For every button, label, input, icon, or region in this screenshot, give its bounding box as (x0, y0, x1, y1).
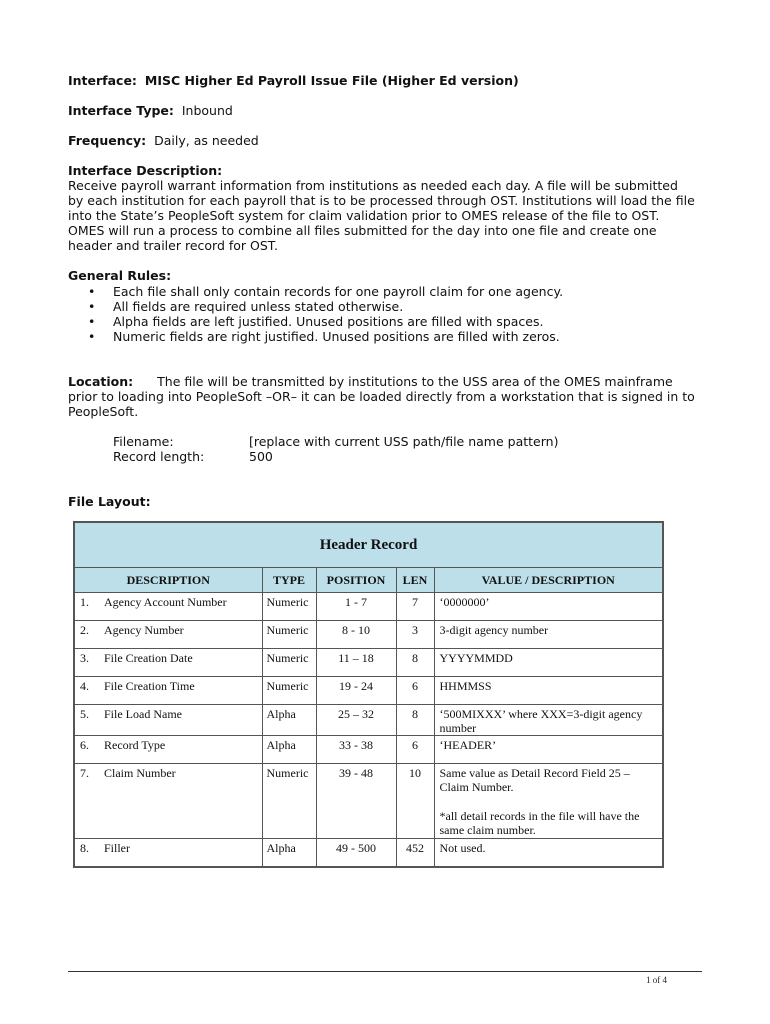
field-position: 1 - 7 (316, 593, 396, 621)
column-header: DESCRIPTION (74, 568, 262, 593)
interface-description (68, 163, 708, 253)
table-row (74, 764, 663, 839)
column-header: TYPE (262, 568, 316, 593)
bullet: • (88, 329, 96, 344)
field-length: 7 (396, 593, 434, 621)
record-length-row (113, 449, 273, 464)
location-line: The file will be transmitted by institutions to the USS area of the OMES mainframe (157, 374, 673, 389)
record-length-label: Record length: (113, 449, 205, 464)
table-row (74, 839, 663, 868)
table-row (74, 677, 663, 705)
field-value (434, 764, 663, 839)
value-text: ‘0000000’ (439, 595, 490, 609)
field-name: Filler (104, 841, 130, 855)
interface-type-value: Inbound (181, 103, 233, 118)
field-number: 2. (80, 623, 89, 637)
file-layout-label: File Layout: (68, 494, 151, 509)
field-name: Agency Account Number (104, 595, 227, 609)
field-description (74, 764, 262, 839)
description-line: by each institution for each payroll that is to be processed through OST. Institutions will load the file (68, 193, 695, 208)
field-type: Alpha (262, 839, 316, 868)
field-value (434, 677, 663, 705)
field-length: 3 (396, 621, 434, 649)
list-item: • Each file shall only contain records for one payroll claim for one agency. (88, 284, 564, 299)
frequency-value: Daily, as needed (154, 133, 259, 148)
location-label: Location: (68, 374, 134, 389)
field-type: Numeric (262, 764, 316, 839)
interface-line (68, 73, 519, 88)
table-row (74, 705, 663, 736)
field-description (74, 736, 262, 764)
description-label: Interface Description: (68, 163, 223, 178)
general-rules-label: General Rules: (68, 268, 172, 283)
location-line: PeopleSoft. (68, 404, 139, 419)
field-position: 25 – 32 (316, 705, 396, 736)
field-length: 8 (396, 705, 434, 736)
value-text: 3-digit agency number (439, 623, 549, 637)
field-name: Agency Number (104, 623, 184, 637)
field-type: Alpha (262, 736, 316, 764)
table-row (74, 649, 663, 677)
header-record-table (73, 521, 664, 868)
value-text: Not used. (439, 841, 486, 855)
interface-type-label: Interface Type: (68, 103, 174, 118)
page-number: 1 of 4 (646, 975, 667, 985)
bullet: • (88, 314, 96, 329)
list-item: • Numeric fields are right justified. Unused positions are filled with zeros. (88, 329, 560, 344)
field-length: 8 (396, 649, 434, 677)
field-description (74, 839, 262, 868)
field-value (434, 839, 663, 868)
bullet: • (88, 284, 96, 299)
table-row (74, 621, 663, 649)
field-value (434, 621, 663, 649)
field-type: Numeric (262, 649, 316, 677)
field-description (74, 621, 262, 649)
value-note: *all detail records in the file will have the same claim number. (439, 809, 640, 837)
field-number: 1. (80, 595, 89, 609)
field-name: File Creation Time (104, 679, 195, 693)
interface-name: MISC Higher Ed Payroll Issue File (Higher Ed version) (144, 73, 519, 88)
field-number: 4. (80, 679, 89, 693)
field-length: 6 (396, 736, 434, 764)
field-value (434, 593, 663, 621)
table-title: Header Record (74, 522, 663, 568)
field-type: Numeric (262, 621, 316, 649)
description-line: into the State’s PeopleSoft system for claim validation prior to OMES release of the file to OST. (68, 208, 660, 223)
description-line: Receive payroll warrant information from institutions as needed each day. A file will be submitted (68, 178, 678, 193)
field-value (434, 649, 663, 677)
field-number: 7. (80, 766, 89, 780)
field-position: 8 - 10 (316, 621, 396, 649)
field-name: File Load Name (104, 707, 182, 721)
field-description (74, 705, 262, 736)
filename-label: Filename: (113, 434, 174, 449)
location-section (68, 374, 708, 419)
field-length: 452 (396, 839, 434, 868)
description-line: header and trailer record for OST. (68, 238, 278, 253)
location-line: prior to loading into PeopleSoft –OR– it can be loaded directly from a workstation that is signed in to (68, 389, 695, 404)
table-row (74, 736, 663, 764)
field-description (74, 593, 262, 621)
value-text: Same value as Detail Record Field 25 – Claim Number. (439, 766, 630, 794)
value-text: YYYYMMDD (439, 651, 513, 665)
frequency-line (68, 133, 259, 148)
frequency-label: Frequency: (68, 133, 147, 148)
field-position: 33 - 38 (316, 736, 396, 764)
value-text: ‘HEADER’ (439, 738, 497, 752)
field-number: 5. (80, 707, 89, 721)
field-position: 19 - 24 (316, 677, 396, 705)
list-item: • Alpha fields are left justified. Unused positions are filled with spaces. (88, 314, 544, 329)
field-type: Alpha (262, 705, 316, 736)
column-header: POSITION (316, 568, 396, 593)
field-position: 39 - 48 (316, 764, 396, 839)
interface-label: Interface: (68, 73, 137, 88)
field-number: 3. (80, 651, 89, 665)
field-value (434, 705, 663, 736)
field-value (434, 736, 663, 764)
table-row (74, 593, 663, 621)
record-length-value: 500 (249, 449, 273, 464)
column-header: LEN (396, 568, 434, 593)
bullet: • (88, 299, 96, 314)
field-length: 10 (396, 764, 434, 839)
general-rules-list (68, 284, 563, 344)
field-name: Claim Number (104, 766, 176, 780)
field-name: Record Type (104, 738, 166, 752)
field-number: 8. (80, 841, 89, 855)
field-position: 49 - 500 (316, 839, 396, 868)
field-name: File Creation Date (104, 651, 193, 665)
field-description (74, 649, 262, 677)
field-length: 6 (396, 677, 434, 705)
field-position: 11 – 18 (316, 649, 396, 677)
value-text: HHMMSS (439, 679, 492, 693)
list-item: • All fields are required unless stated otherwise. (88, 299, 404, 314)
filename-row (113, 434, 558, 449)
value-text: ‘500MIXXX’ where XXX=3-digit agency number (439, 707, 643, 735)
interface-type-line (68, 103, 233, 118)
field-type: Numeric (262, 593, 316, 621)
filename-value: [replace with current USS path/file name pattern) (249, 434, 559, 449)
footer-divider (68, 971, 702, 972)
description-line: OMES will run a process to combine all files submitted for the day into one file and create one (68, 223, 657, 238)
column-header: VALUE / DESCRIPTION (434, 568, 663, 593)
field-number: 6. (80, 738, 89, 752)
field-description (74, 677, 262, 705)
field-type: Numeric (262, 677, 316, 705)
